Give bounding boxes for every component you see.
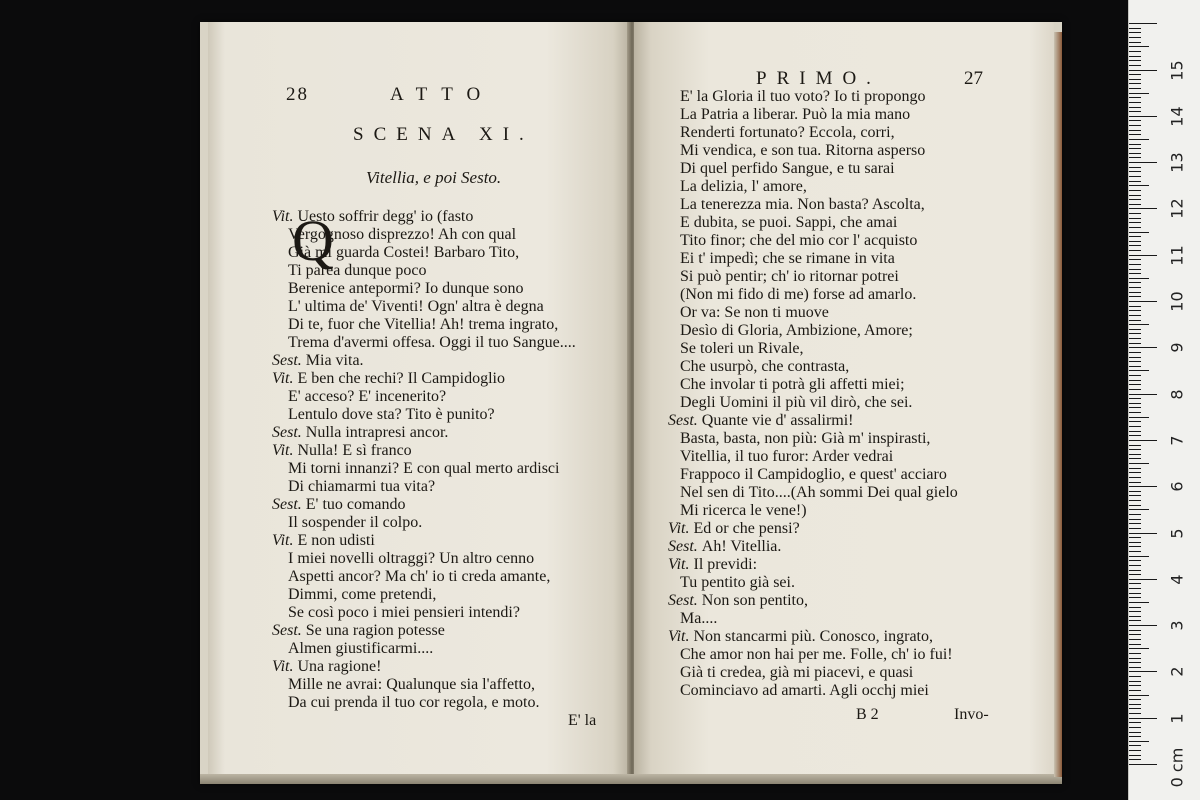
ruler-tick <box>1129 60 1141 61</box>
verse-text: Trema d'avermi offesa. Oggi il tuo Sangue.... <box>288 334 576 351</box>
ruler-tick <box>1129 699 1141 700</box>
ruler-tick <box>1129 79 1141 80</box>
ruler-number: 2 <box>1167 666 1187 677</box>
ruler-tick <box>1129 458 1141 459</box>
verse-text: E' la <box>568 712 597 729</box>
ruler-tick <box>1129 241 1141 242</box>
verse-text: Ti parea dunque poco <box>288 262 427 279</box>
ruler-number: 1 <box>1167 713 1187 724</box>
ruler-tick <box>1129 607 1141 608</box>
ruler-tick <box>1129 324 1149 325</box>
ruler-tick <box>1129 343 1141 344</box>
verse-text: Vitellia, il tuo furor: Arder vedrai <box>680 448 894 465</box>
ruler-tick <box>1129 185 1149 186</box>
speaker-label: Vit. <box>272 658 298 675</box>
verse-text: Vergognoso disprezzo! Ah con qual <box>288 226 517 243</box>
ruler-tick <box>1129 750 1141 751</box>
ruler-tick <box>1129 537 1141 538</box>
verse-text: E non udisti <box>297 532 375 549</box>
verse-text: La Patria a liberar. Può la mia mano <box>680 106 911 123</box>
ruler-tick <box>1129 167 1141 168</box>
verse-text: Quante vie d' assalirmi! <box>701 412 854 429</box>
ruler-tick <box>1129 329 1141 330</box>
verse-text: Nel sen di Tito....(Ah sommi Dei qual gielo <box>680 484 958 501</box>
ruler-tick <box>1129 644 1141 645</box>
ruler-tick <box>1129 46 1149 47</box>
ruler-tick <box>1129 292 1141 293</box>
verse-text: Si può pentir; ch' io ritornar potrei <box>680 268 899 285</box>
ruler-tick <box>1129 301 1157 302</box>
ruler-tick <box>1129 454 1141 455</box>
ruler-tick <box>1129 83 1141 84</box>
ruler-tick <box>1129 366 1141 367</box>
ruler-tick <box>1129 102 1141 103</box>
speaker-label: Sest. <box>668 412 702 429</box>
speaker-label: Sest. <box>272 622 306 639</box>
ruler-tick <box>1129 171 1141 172</box>
ruler-tick <box>1129 528 1141 529</box>
ruler-tick <box>1129 236 1141 237</box>
left-line <box>568 710 596 732</box>
ruler-tick <box>1129 116 1157 117</box>
ruler-tick <box>1129 505 1141 506</box>
ruler-tick <box>1129 574 1141 575</box>
verse-text: Da cui prenda il tuo cor regola, e moto. <box>288 694 540 711</box>
ruler-tick <box>1129 195 1141 196</box>
ruler-tick <box>1129 514 1141 515</box>
verse-text: E ben che rechi? Il Campidoglio <box>297 370 505 387</box>
signature-mark: B 2 <box>856 706 879 723</box>
verse-text: Tito finor; che del mio cor l' acquisto <box>680 232 918 249</box>
verse-text: Nulla intrapresi ancor. <box>305 424 449 441</box>
scene-characters: Vitellia, e poi Sesto. <box>366 168 502 187</box>
ruler-tick <box>1129 144 1141 145</box>
ruler-tick <box>1129 32 1141 33</box>
verse-text: Berenice antepormi? Io dunque sono <box>288 280 524 297</box>
ruler-tick <box>1129 190 1141 191</box>
ruler-tick <box>1129 440 1157 441</box>
ruler-tick <box>1129 208 1157 209</box>
ruler-tick <box>1129 620 1141 621</box>
ruler-tick <box>1129 468 1141 469</box>
ruler-tick <box>1129 755 1141 756</box>
ruler-number: 8 <box>1167 389 1187 400</box>
verse-text: E' tuo comando <box>305 496 406 513</box>
ruler-tick <box>1129 500 1141 501</box>
ruler-tick <box>1129 583 1141 584</box>
ruler-tick <box>1129 533 1157 534</box>
ruler-tick <box>1129 213 1141 214</box>
ruler-number: 7 <box>1167 435 1187 446</box>
ruler-number: 11 <box>1167 245 1187 266</box>
ruler-number: 3 <box>1167 620 1187 631</box>
ruler-tick <box>1129 403 1141 404</box>
ruler-tick <box>1129 278 1149 279</box>
left-page <box>208 22 630 782</box>
right-line <box>680 680 929 702</box>
ruler-tick <box>1129 685 1141 686</box>
verse-text: (Non mi fido di me) forse ad amarlo. <box>680 286 917 303</box>
verse-text: Almen giustificarmi.... <box>288 640 434 657</box>
ruler-number: 4 <box>1167 574 1187 585</box>
speaker-label: Vit. <box>272 208 298 225</box>
ruler-tick <box>1129 727 1141 728</box>
ruler-tick <box>1129 97 1141 98</box>
ruler-tick <box>1129 320 1141 321</box>
ruler-tick <box>1129 431 1141 432</box>
ruler-tick <box>1129 181 1141 182</box>
ruler-tick <box>1129 394 1157 395</box>
verse-text: Cominciavo ad amarti. Agli occhj miei <box>680 682 929 699</box>
left-line <box>288 692 539 714</box>
ruler-tick <box>1129 264 1141 265</box>
ruler-tick <box>1129 472 1141 473</box>
ruler-tick <box>1129 199 1141 200</box>
ruler-tick <box>1129 125 1141 126</box>
ruler-tick <box>1129 486 1157 487</box>
ruler-tick <box>1129 269 1141 270</box>
ruler-tick <box>1129 676 1141 677</box>
ruler-tick <box>1129 732 1141 733</box>
verse-text: Mia vita. <box>305 352 364 369</box>
verse-text: E' la Gloria il tuo voto? Io ti propongo <box>680 88 926 105</box>
ruler-tick <box>1129 37 1141 38</box>
ruler-tick <box>1129 745 1141 746</box>
ruler-tick <box>1129 658 1141 659</box>
verse-text: La delizia, l' amore, <box>680 178 807 195</box>
ruler-tick <box>1129 227 1141 228</box>
ruler-tick <box>1129 412 1141 413</box>
ruler-tick <box>1129 630 1141 631</box>
ruler-tick <box>1129 551 1141 552</box>
ruler-tick <box>1129 352 1141 353</box>
ruler-tick <box>1129 421 1141 422</box>
ruler-tick <box>1129 648 1149 649</box>
speaker-label: Vit. <box>668 520 694 537</box>
ruler-tick <box>1129 398 1141 399</box>
ruler-tick <box>1129 449 1141 450</box>
ruler-tick <box>1129 384 1141 385</box>
ruler-number: 9 <box>1167 342 1187 353</box>
ruler-tick <box>1129 255 1157 256</box>
verse-text: Se toleri un Rivale, <box>680 340 804 357</box>
ruler-tick <box>1129 611 1141 612</box>
speaker-label: Sest. <box>272 496 306 513</box>
verse-text: La tenerezza mia. Non basta? Ascolta, <box>680 196 925 213</box>
ruler-tick <box>1129 338 1141 339</box>
verse-text: Che usurpò, che contrasta, <box>680 358 850 375</box>
verse-text: Non son pentito, <box>701 592 808 609</box>
verse-text: Ed or che pensi? <box>693 520 800 537</box>
verse-text: Desìo di Gloria, Ambizione, Amore; <box>680 322 913 339</box>
verse-text: Degli Uomini il più vil dirò, che sei. <box>680 394 913 411</box>
ruler-tick <box>1129 347 1157 348</box>
ruler-number: 14 <box>1167 106 1187 127</box>
speaker-label: Sest. <box>668 538 702 555</box>
ruler-tick <box>1129 495 1141 496</box>
ruler-tick <box>1129 162 1157 163</box>
drop-cap: Q <box>292 208 334 273</box>
verse-text: E dubita, se puoi. Sappi, che amai <box>680 214 898 231</box>
ruler-tick <box>1129 695 1149 696</box>
ruler-number: 13 <box>1167 152 1187 173</box>
verse-text: Il sospender il colpo. <box>288 514 423 531</box>
ruler-tick <box>1129 56 1141 57</box>
ruler-tick <box>1129 764 1157 765</box>
left-running-head: ATTO <box>390 84 495 105</box>
ruler-tick <box>1129 736 1141 737</box>
ruler-number: 12 <box>1167 198 1187 220</box>
verse-text: Dimmi, come pretendi, <box>288 586 437 603</box>
scene-title: SCENA XI. <box>353 124 534 145</box>
book-bottom-edge <box>200 774 1062 784</box>
ruler-tick <box>1129 176 1141 177</box>
verse-text: Non stancarmi più. Conosco, ingrato, <box>693 628 933 645</box>
verse-text: Se così poco i miei pensieri intendi? <box>288 604 520 621</box>
ruler-unit-label: 0 cm <box>1167 747 1187 788</box>
ruler-tick <box>1129 759 1141 760</box>
ruler-tick <box>1129 718 1157 719</box>
ruler-tick <box>1129 74 1141 75</box>
ruler-tick <box>1129 704 1141 705</box>
ruler-number: 6 <box>1167 481 1187 492</box>
ruler-tick <box>1129 93 1149 94</box>
ruler-tick <box>1129 565 1141 566</box>
right-page-number: 27 <box>964 68 983 89</box>
verse-text: Mi vendica, e son tua. Ritorna asperso <box>680 142 926 159</box>
ruler-tick <box>1129 546 1141 547</box>
ruler-tick <box>1129 667 1141 668</box>
ruler-tick <box>1129 477 1141 478</box>
ruler-tick <box>1129 445 1141 446</box>
ruler-tick <box>1129 579 1157 580</box>
verse-text: Che amor non hai per me. Folle, ch' io fui! <box>680 646 953 663</box>
verse-text: Mi ricerca le vene!) <box>680 502 807 519</box>
verse-text: Or va: Se non ti muove <box>680 304 829 321</box>
ruler-tick <box>1129 148 1141 149</box>
ruler-tick <box>1129 28 1141 29</box>
ruler-tick <box>1129 602 1149 603</box>
ruler-tick <box>1129 542 1141 543</box>
ruler-tick <box>1129 588 1141 589</box>
verse-text: Che involar ti potrà gli affetti miei; <box>680 376 905 393</box>
verse-text: Ah! Vitellia. <box>701 538 782 555</box>
ruler-number: 15 <box>1167 59 1187 81</box>
ruler-tick <box>1129 491 1141 492</box>
ruler-tick <box>1129 417 1149 418</box>
ruler-tick <box>1129 560 1141 561</box>
ruler-tick <box>1129 741 1149 742</box>
speaker-label: Vit. <box>272 532 298 549</box>
ruler-tick <box>1129 616 1141 617</box>
verse-text: Se una ragion potesse <box>305 622 445 639</box>
verse-text: L' ultima de' Viventi! Ogn' altra è degna <box>288 298 544 315</box>
ruler-tick <box>1129 111 1141 112</box>
ruler-tick <box>1129 65 1141 66</box>
speaker-label: Sest. <box>272 424 306 441</box>
speaker-label: Vit. <box>668 556 694 573</box>
ruler-tick <box>1129 204 1141 205</box>
ruler-tick <box>1129 157 1141 158</box>
ruler-tick <box>1129 653 1141 654</box>
ruler-tick <box>1129 250 1141 251</box>
verse-text: Frappoco il Campidoglio, e quest' acciaro <box>680 466 947 483</box>
verse-text: Di chiamarmi tua vita? <box>288 478 436 495</box>
ruler-tick <box>1129 315 1141 316</box>
verse-text: Di te, fuor che Vitellia! Ah! trema ingrato, <box>288 316 559 333</box>
ruler-tick <box>1129 218 1141 219</box>
ruler-tick <box>1129 245 1141 246</box>
ruler-tick <box>1129 519 1141 520</box>
ruler-tick <box>1129 107 1141 108</box>
speaker-label: Sest. <box>668 592 702 609</box>
speaker-label: Vit. <box>668 628 694 645</box>
verse-text: Già ti credea, già mi piacevi, e quasi <box>680 664 914 681</box>
verse-text: Già mi guarda Costei! Barbaro Tito, <box>288 244 520 261</box>
ruler-tick <box>1129 222 1141 223</box>
ruler-tick <box>1129 407 1141 408</box>
ruler-tick <box>1129 639 1141 640</box>
ruler-tick <box>1129 593 1141 594</box>
ruler-tick <box>1129 435 1141 436</box>
ruler-tick <box>1129 139 1149 140</box>
ruler-tick <box>1129 134 1141 135</box>
ruler-tick <box>1129 287 1141 288</box>
ruler-tick <box>1129 51 1141 52</box>
verse-text: Lentulo dove sta? Tito è punito? <box>288 406 495 423</box>
verse-text: Ma.... <box>680 610 718 627</box>
ruler-tick <box>1129 463 1149 464</box>
ruler-tick <box>1129 232 1149 233</box>
ruler-tick <box>1129 708 1141 709</box>
speaker-label: Vit. <box>272 370 298 387</box>
ruler-tick <box>1129 42 1141 43</box>
speaker-label: Sest. <box>272 352 306 369</box>
ruler-tick <box>1129 389 1141 390</box>
ruler-tick <box>1129 23 1157 24</box>
ruler-tick <box>1129 662 1141 663</box>
ruler-tick <box>1129 523 1141 524</box>
ruler-tick <box>1129 306 1141 307</box>
verse-text: Una ragione! <box>297 658 382 675</box>
ruler-tick <box>1129 357 1141 358</box>
ruler-tick <box>1129 333 1141 334</box>
ruler-tick <box>1129 482 1141 483</box>
ruler-tick <box>1129 509 1149 510</box>
verse-text: Renderti fortunato? Eccola, corri, <box>680 124 895 141</box>
ruler-tick <box>1129 625 1157 626</box>
verse-text: Di quel perfido Sangue, e tu sarai <box>680 160 895 177</box>
ruler-tick <box>1129 370 1149 371</box>
verse-text: Uesto soffrir degg' io (fasto <box>297 208 474 225</box>
ruler-tick <box>1129 634 1141 635</box>
left-page-number: 28 <box>286 84 309 105</box>
ruler-tick <box>1129 556 1149 557</box>
open-book <box>200 22 1062 784</box>
ruler-tick <box>1129 426 1141 427</box>
verse-text: Aspetti ancor? Ma ch' io ti creda amante, <box>288 568 551 585</box>
verse-text: Mi torni innanzi? E con qual merto ardisci <box>288 460 560 477</box>
ruler-number: 5 <box>1167 527 1187 539</box>
right-page <box>634 22 1054 782</box>
measuring-ruler <box>1128 0 1200 800</box>
ruler-tick <box>1129 681 1141 682</box>
right-running-head: PRIMO. <box>756 68 881 89</box>
verse-text: Basta, basta, non più: Già m' inspirasti, <box>680 430 931 447</box>
ruler-tick <box>1129 310 1141 311</box>
verse-text: Mille ne avrai: Qualunque sia l'affetto, <box>288 676 535 693</box>
ruler-tick <box>1129 713 1141 714</box>
catchword: Invo- <box>954 706 989 723</box>
verse-text: Il previdi: <box>693 556 758 573</box>
verse-text: Ei t' impedì; che se rimane in vita <box>680 250 895 267</box>
ruler-tick <box>1129 130 1141 131</box>
ruler-tick <box>1129 273 1141 274</box>
verse-text: E' acceso? E' incenerito? <box>288 388 447 405</box>
ruler-tick <box>1129 296 1141 297</box>
ruler-tick <box>1129 380 1141 381</box>
ruler-tick <box>1129 70 1157 71</box>
ruler-tick <box>1129 722 1141 723</box>
book-right-edge <box>1054 32 1062 777</box>
verse-text: Tu pentito già sei. <box>680 574 795 591</box>
ruler-number: 10 <box>1167 291 1187 312</box>
ruler-tick <box>1129 375 1141 376</box>
speaker-label: Vit. <box>272 442 298 459</box>
ruler-tick <box>1129 597 1141 598</box>
verse-text: Nulla! E sì franco <box>297 442 412 459</box>
ruler-tick <box>1129 671 1157 672</box>
ruler-tick <box>1129 88 1141 89</box>
ruler-tick <box>1129 361 1141 362</box>
ruler-tick <box>1129 259 1141 260</box>
ruler-tick <box>1129 282 1141 283</box>
ruler-tick <box>1129 153 1141 154</box>
ruler-tick <box>1129 120 1141 121</box>
ruler-tick <box>1129 570 1141 571</box>
ruler-tick <box>1129 690 1141 691</box>
verse-text: I miei novelli oltraggi? Un altro cenno <box>288 550 535 567</box>
